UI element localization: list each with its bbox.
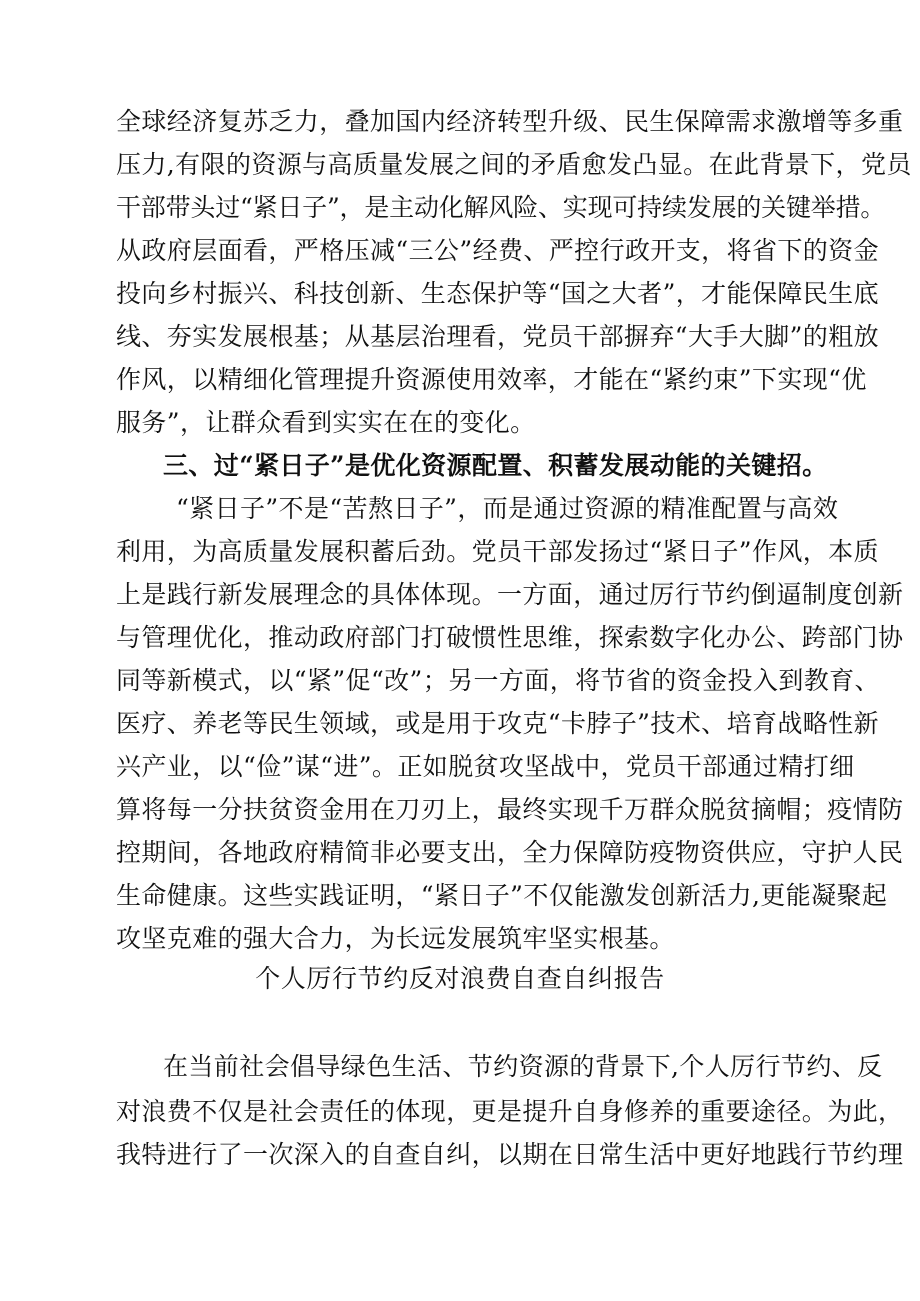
paragraph-line: 在当前社会倡导绿色生活、节约资源的背景下,个人厉行节约、反 xyxy=(163,1052,883,1081)
section-heading: 三、过“紧日子”是优化资源配置、积蓄发展动能的关键招。 xyxy=(163,451,828,480)
paragraph-line: 压力,有限的资源与高质量发展之间的矛盾愈发凸显。在此背景下，党员 xyxy=(116,150,912,179)
paragraph-line: 上是践行新发展理念的具体体现。一方面，通过厉行节约倒逼制度创新 xyxy=(116,580,904,609)
paragraph-line: 利用，为高质量发展积蓄后劲。党员干部发扬过“紧日子”作风，本质 xyxy=(116,537,879,566)
paragraph-line: 从政府层面看，严格压减“三公”经费、严控行政开支，将省下的资金 xyxy=(116,236,879,265)
report-title: 个人厉行节约反对浪费自查自纠报告 xyxy=(255,964,665,993)
paragraph-line: 对浪费不仅是社会责任的体现，更是提升自身修养的重要途径。为此， xyxy=(116,1097,904,1126)
paragraph-line: 控期间，各地政府精简非必要支出，全力保障防疫物资供应，守护人民 xyxy=(116,838,904,867)
paragraph-line: 线、夯实发展根基；从基层治理看，党员干部摒弃“大手大脚”的粗放 xyxy=(116,322,879,351)
paragraph-line: 兴产业，以“俭”谋“进”。正如脱贫攻坚战中，党员干部通过精打细 xyxy=(116,752,855,781)
paragraph-line: 同等新模式，以“紧”促“改”；另一方面，将节省的资金投入到教育、 xyxy=(116,666,880,695)
paragraph-line: 生命健康。这些实践证明，“紧日子”不仅能激发创新活力,更能凝聚起 xyxy=(116,881,888,910)
paragraph-line: 与管理优化，推动政府部门打破惯性思维，探索数字化办公、跨部门协 xyxy=(116,623,904,652)
paragraph-line: 攻坚克难的强大合力，为长远发展筑牢坚实根基。 xyxy=(116,924,675,953)
paragraph-line: 作风，以精细化管理提升资源使用效率，才能在“紧约束”下实现“优 xyxy=(116,365,867,394)
paragraph-line: 投向乡村振兴、科技创新、生态保护等“国之大者”，才能保障民生底 xyxy=(116,279,879,308)
paragraph-line: 医疗、养老等民生领域，或是用于攻克“卡脖子”技术、培育战略性新 xyxy=(116,709,879,738)
paragraph-line: 干部带头过“紧日子”，是主动化解风险、实现可持续发展的关键举措。 xyxy=(116,193,886,222)
paragraph-line: 全球经济复苏乏力，叠加国内经济转型升级、民生保障需求激增等多重 xyxy=(116,107,904,136)
paragraph-line: “紧日子”不是“苦熬日子”，而是通过资源的精准配置与高效 xyxy=(176,494,839,523)
paragraph-line: 算将每一分扶贫资金用在刀刃上，最终实现千万群众脱贫摘帽；疫情防 xyxy=(116,795,904,824)
paragraph-line: 我特进行了一次深入的自查自纠，以期在日常生活中更好地践行节约理 xyxy=(116,1140,904,1169)
paragraph-line: 服务”，让群众看到实实在在的变化。 xyxy=(116,408,536,437)
